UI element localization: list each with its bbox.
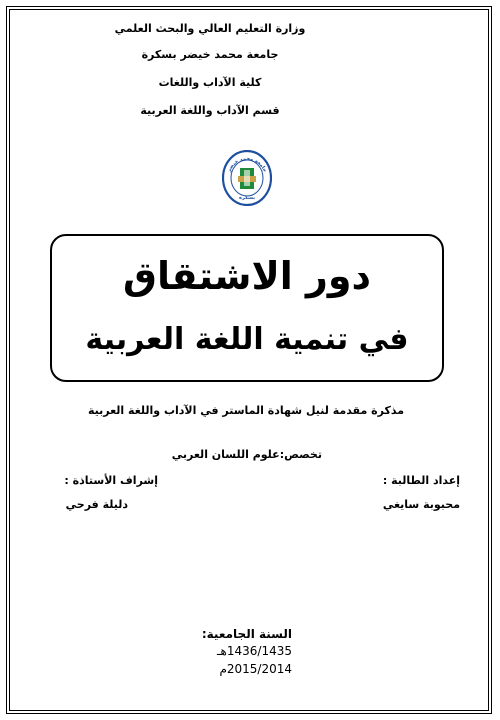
logo-top-text: جامعة محمد خيضر [226,155,268,174]
thesis-subtitle: مذكرة مقدمة لنيل شهادة الماستر في الآداب واللغة العربية [87,404,404,417]
academic-year-hijri: 1436/1435هـ [217,644,292,658]
specialization: تخصص:علوم اللسان العربي [171,448,322,461]
university-name: جامعة محمد خيضر بسكرة [141,48,279,61]
supervisor-name: دليلة فرحي [65,498,128,511]
student-label: إعداد الطالبة : [382,474,460,487]
faculty-name: كلية الآداب واللغات [158,76,262,89]
department-name: قسم الآداب واللغة العربية [140,104,280,117]
supervisor-label: إشراف الأستاذة : [64,474,158,487]
academic-year-gregorian: 2015/2014م [219,662,292,676]
thesis-title-line2: في تنمية اللغة العربية [85,322,409,357]
academic-year-label: السنة الجامعية: [201,627,292,641]
ministry-name: وزارة التعليم العالي والبحث العلمي [114,22,306,35]
student-name: محبوبة سايغي [382,498,460,511]
title-box [50,234,444,382]
thesis-title-line1: دور الاشتقاق [122,254,372,298]
university-logo [222,150,272,206]
logo-bottom-text: بسكرة [239,195,255,201]
